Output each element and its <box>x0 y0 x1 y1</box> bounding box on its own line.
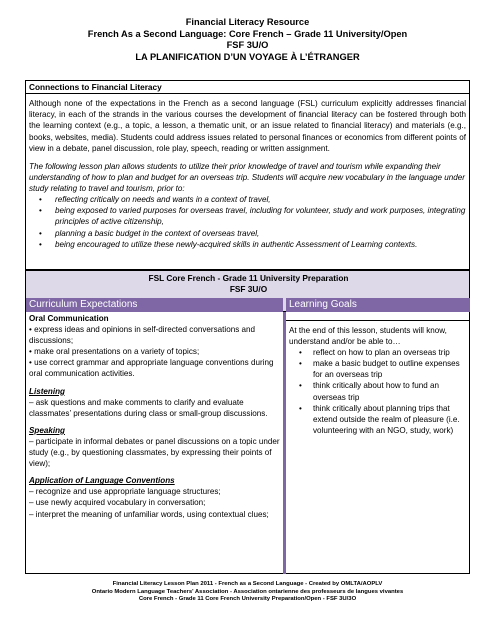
goals-body <box>286 321 470 436</box>
document-header <box>0 17 495 63</box>
list-item: • planning a basic budget in the context of overseas travel, <box>29 228 466 239</box>
lesson-objectives-list <box>29 194 466 249</box>
expectations-goals-table <box>25 312 470 574</box>
goals-top-spacer <box>286 312 470 321</box>
lesson-intro: The following lesson plan allows students to utilize their prior knowledge of travel and tourism while expanding their understanding of how to plan and budget for an overseas trip. Students will acquire new vocabulary in the language under study relating to travel and tourism, prior to: <box>29 162 465 194</box>
learning-goals-heading: Learning Goals <box>286 298 470 312</box>
list-item: • reflecting critically on needs and wants in a context of travel, <box>29 194 466 205</box>
fsl-title <box>26 273 471 294</box>
oral-item: • use correct grammar and appropriate language conventions during oral communication activities. <box>29 358 274 379</box>
listening-title: Listening <box>29 386 65 396</box>
curriculum-expectations-heading: Curriculum Expectations <box>26 298 283 312</box>
list-item: • reflect on how to plan an overseas trip <box>289 347 467 358</box>
footer-line: Financial Literacy Lesson Plan 2011 - French as a Second Language - Created by OMLTA/AOPLV <box>112 581 383 587</box>
connections-title: Connections to Financial Literacy <box>26 81 469 94</box>
learning-goals-list <box>289 347 467 436</box>
list-item: • being encouraged to utilize these newly-acquired skills in authentic Assessment of Learning contexts. <box>29 239 466 250</box>
header-course-code: FSF 3U/O <box>226 40 269 50</box>
list-item: • think critically about planning trips that extend outside the realm of pleasure (i.e. volunteering with an NGO, study, work) <box>289 403 467 436</box>
header-lesson-title: LA PLANIFICATION D’UN VOYAGE À L’ÉTRANGER <box>135 51 360 62</box>
oral-item: • make oral presentations on a variety of topics; <box>29 347 200 357</box>
application-item: – use newly acquired vocabulary in conversation; <box>29 498 206 508</box>
listening-text: – ask questions and make comments to clarify and evaluate classmates’ presentations during class or small-group discussions. <box>29 397 268 418</box>
list-item: • think critically about how to fund an overseas trip <box>289 380 467 402</box>
application-item: – recognize and use appropriate language structures; <box>29 487 221 497</box>
document-footer <box>0 581 495 604</box>
fsl-band <box>25 270 470 312</box>
header-course-title: French As a Second Language: Core French – Grade 11 University/Open <box>87 28 408 39</box>
oral-communication-title: Oral Communication <box>29 314 109 323</box>
speaking-title: Speaking <box>29 425 65 435</box>
connections-paragraph: Although none of the expectations in the French as a second language (FSL) curriculum explicitly addresses financial literacy, in each of the strands in the various courses the development of financial literacy can be fostered through both the learning context (e.g., a topic, a lesson, a thematic unit, or an issue related to financial literacy) and materials (e.g., books, websites, media). Students could address issues related to personal finances or economics from different points of view in a debate, panel discussion, role play, speech, reading or written assignment. <box>29 99 466 153</box>
header-resource-title: Financial Literacy Resource <box>185 17 310 27</box>
list-item: • being exposed to varied purposes for overseas travel, including for volunteer, study and work purposes, integrating principles of active citizenship, <box>29 205 466 227</box>
list-item: • make a basic budget to outline expenses for an overseas trip <box>289 358 467 380</box>
learning-goals-column <box>286 312 470 436</box>
goals-intro: At the end of this lesson, students will know, understand and/or be able to… <box>289 326 447 347</box>
fsl-course-code: FSF 3U/O <box>229 283 268 294</box>
connections-body <box>26 94 469 250</box>
footer-line: Core French - Grade 11 Core French University Preparation/Open - FSF 3U/3O <box>138 596 357 603</box>
fsl-course-name: FSL Core French - Grade 11 University Preparation <box>148 273 349 283</box>
oral-item: • express ideas and opinions in self-directed conversations and discussions; <box>29 325 255 346</box>
speaking-text: – participate in informal debates or panel discussions on a topic under study (e.g., by questioning classmates, by expressing their points of view); <box>29 436 280 469</box>
application-item: – interpret the meaning of unfamiliar words, using contextual clues; <box>29 509 269 519</box>
application-title: Application of Language Conventions <box>29 476 175 486</box>
connections-box <box>25 80 470 270</box>
curriculum-expectations-column <box>26 312 283 521</box>
footer-line: Ontario Modern Language Teachers' Association - Association ontarienne des professeurs de langues vivantes <box>91 588 404 595</box>
